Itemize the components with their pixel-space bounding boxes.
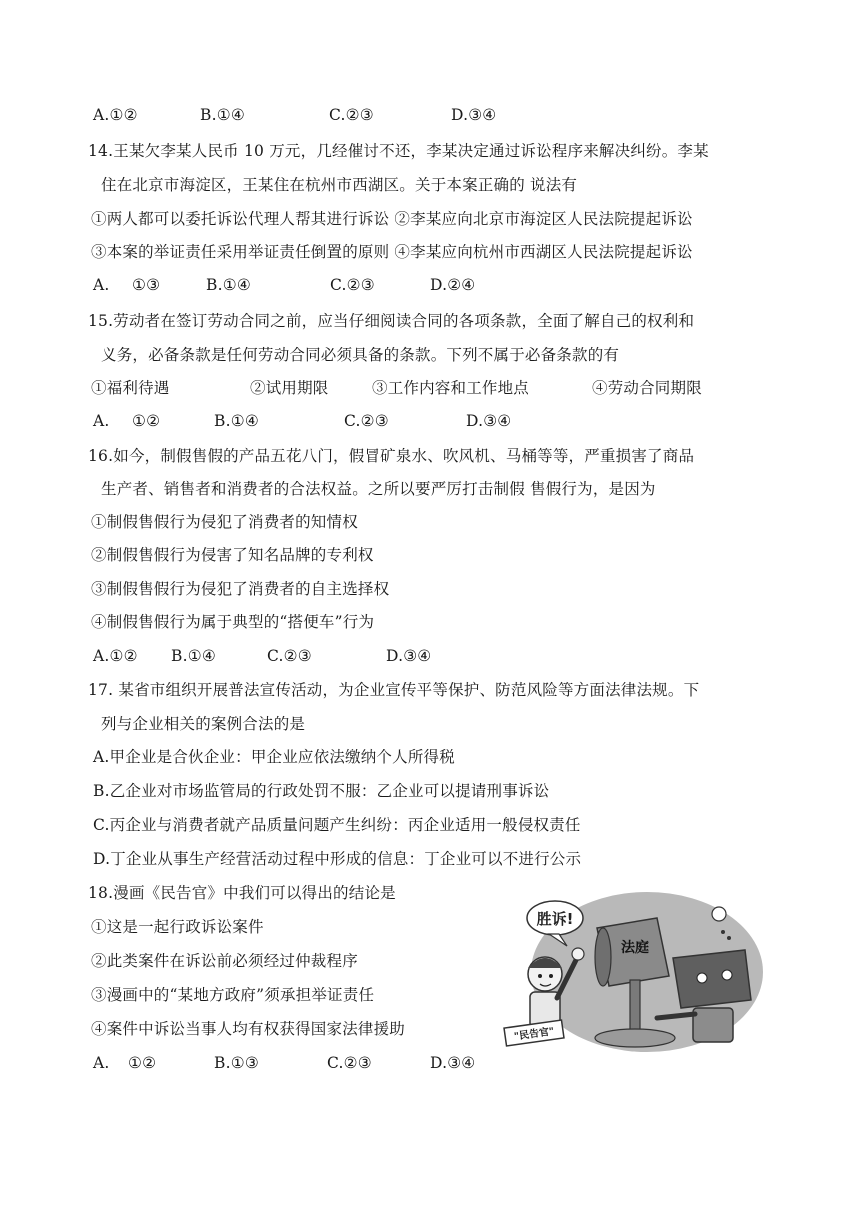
q17-stem-line2: 列与企业相关的案例合法的是: [101, 715, 306, 733]
q15-option-c: C.②③: [344, 412, 389, 430]
q16-stem-line1: 16.如今，制假售假的产品五花八门，假冒矿泉水、吹风机、马桶等等，严重损害了商品: [88, 447, 695, 465]
q18-stem: 18.漫画《民告官》中我们可以得出的结论是: [88, 884, 396, 902]
q15-item-3: ③工作内容和工作地点: [372, 379, 530, 397]
q13-option-d: D.③④: [451, 106, 497, 124]
speech-text: 胜诉!: [536, 910, 574, 928]
q18-option-d: D.③④: [430, 1054, 476, 1072]
q14-option-b: B.①④: [206, 276, 251, 294]
q18-item-4: ④案件中诉讼当事人均有权获得国家法律援助: [91, 1020, 406, 1038]
q18-option-a-label: A.: [93, 1054, 110, 1072]
q18-option-b: B.①③: [214, 1054, 259, 1072]
sign-board: [504, 1020, 564, 1046]
q14-option-d: D.②④: [430, 276, 476, 294]
q15-option-b: B.①④: [214, 412, 259, 430]
q17-option-c: C.丙企业与消费者就产品质量问题产生纠纷：丙企业适用一般侵权责任: [93, 816, 581, 834]
q17-option-d: D.丁企业从事生产经营活动过程中形成的信息：丁企业可以不进行公示: [93, 850, 582, 868]
q14-stem-line2: 住在北京市海淀区，王某住在杭州市西湖区。关于本案正确的 说法有: [101, 176, 578, 194]
q17-option-b: B.乙企业对市场监管局的行政处罚不服：乙企业可以提请刑事诉讼: [93, 782, 550, 800]
q18-option-c: C.②③: [327, 1054, 372, 1072]
q15-item-1: ①福利待遇: [91, 379, 170, 397]
q15-stem-line1: 15.劳动者在签订劳动合同之前，应当仔细阅读合同的各项条款，全面了解自己的权利和: [88, 312, 695, 330]
q14-stem-line1: 14.王某欠李某人民币 10 万元，几经催讨不还，李某决定通过诉讼程序来解决纠纷。李某: [88, 142, 709, 160]
q18-item-2: ②此类案件在诉讼前必须经过仲裁程序: [91, 952, 358, 970]
q15-item-2: ②试用期限: [250, 379, 329, 397]
cartoon-illustration: [497, 888, 777, 1058]
q18-item-1: ①这是一起行政诉讼案件: [91, 918, 264, 936]
q18-option-a: ①②: [128, 1054, 157, 1072]
q18-item-3: ③漫画中的“某地方政府”须承担举证责任: [91, 986, 375, 1004]
q16-item-3: ③制假售假行为侵犯了消费者的自主选择权: [91, 580, 390, 598]
q15-option-a-label: A.: [93, 412, 110, 430]
q14-statement-line1: ①两人都可以委托诉讼代理人帮其进行诉讼 ②李某应向北京市海淀区人民法院提起诉讼: [91, 210, 693, 228]
sign-text: "民告官": [513, 1026, 555, 1043]
q16-option-d: D.③④: [386, 647, 432, 665]
q13-option-b: B.①④: [200, 106, 245, 124]
q17-option-a: A.甲企业是合伙企业：甲企业应依法缴纳个人所得税: [93, 748, 455, 766]
q15-stem-line2: 义务，必备条款是任何劳动合同必须具备的条款。下列不属于必备条款的有: [101, 346, 620, 364]
q16-item-4: ④制假售假行为属于典型的“搭便车”行为: [91, 613, 375, 631]
q14-option-c: C.②③: [330, 276, 375, 294]
q13-option-a: A.①②: [93, 106, 138, 124]
q13-option-c: C.②③: [329, 106, 374, 124]
q16-option-a: A.①②: [93, 647, 138, 665]
q16-item-2: ②制假售假行为侵害了知名品牌的专利权: [91, 546, 374, 564]
q17-stem-line1: 17. 某省市组织开展普法宣传活动，为企业宣传平等保护、防范风险等方面法律法规。下: [88, 681, 700, 699]
q16-option-c: C.②③: [267, 647, 312, 665]
q15-item-4: ④劳动合同期限: [592, 379, 702, 397]
q14-option-a: ①③: [132, 276, 161, 294]
q16-option-b: B.①④: [171, 647, 216, 665]
gavel-text: 法庭: [621, 940, 649, 956]
q14-statement-line2: ③本案的举证责任采用举证责任倒置的原则 ④李某应向杭州市西湖区人民法院提起诉讼: [91, 243, 693, 261]
q16-item-1: ①制假售假行为侵犯了消费者的知情权: [91, 513, 358, 531]
q16-stem-line2: 生产者、销售者和消费者的合法权益。之所以要严厉打击制假 售假行为，是因为: [101, 480, 656, 498]
q15-option-d: D.③④: [466, 412, 512, 430]
q14-option-a-label: A.: [93, 276, 110, 294]
q15-option-a: ①②: [132, 412, 161, 430]
